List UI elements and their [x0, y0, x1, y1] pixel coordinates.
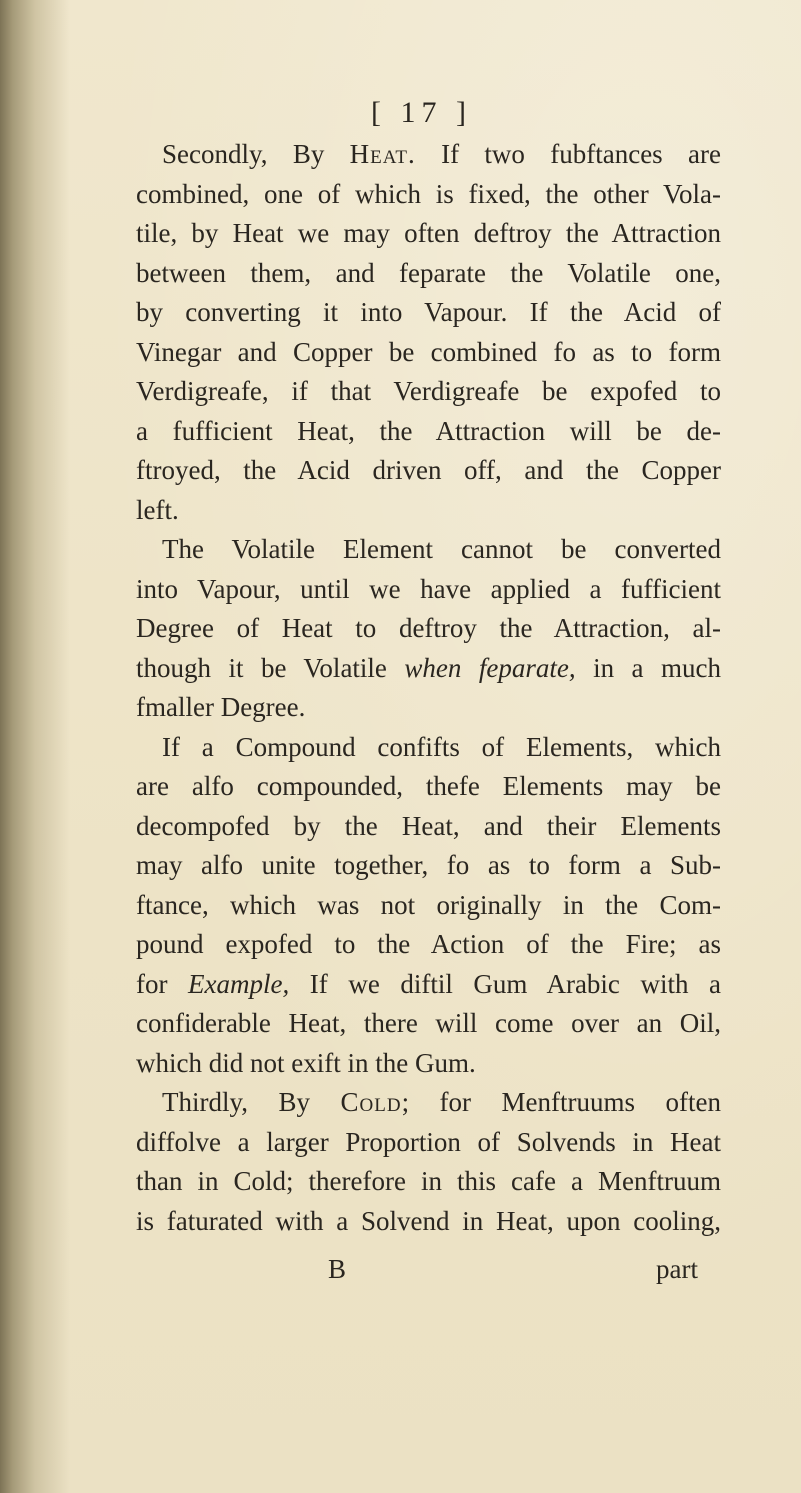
text-line: Verdigreafe, if that Verdigreafe be expofed to: [136, 376, 721, 406]
text-line: diffolve a larger Proportion of Solvends in Heat: [136, 1127, 721, 1157]
text-line: pound expofed to the Action of the Fire; as: [136, 929, 721, 959]
text-line: though it be Volatile when feparate, in a much: [136, 653, 721, 683]
signature-mark: B: [328, 1254, 347, 1284]
text-line: Thirdly, By Cold; for Menftruums often: [162, 1087, 721, 1117]
text-line: are alfo compounded, thefe Elements may be: [136, 771, 721, 801]
text-line: into Vapour, until we have applied a fufficient: [136, 574, 721, 604]
text-line: ftance, which was not originally in the Com-: [136, 890, 721, 920]
text-line: tile, by Heat we may often deftroy the Attraction: [136, 218, 721, 248]
text-line: decompofed by the Heat, and their Elements: [136, 811, 721, 841]
text-line: by converting it into Vapour. If the Acid of: [136, 297, 721, 327]
text-line: combined, one of which is fixed, the other Vola-: [136, 179, 721, 209]
text-line: Secondly, By Heat. If two fubftances are: [162, 139, 721, 169]
text-line: fmaller Degree.: [136, 692, 306, 722]
text-line: may alfo unite together, fo as to form a Sub-: [136, 850, 721, 880]
text-line: The Volatile Element cannot be converted: [162, 534, 721, 564]
text-line: left.: [136, 495, 179, 525]
text-line: between them, and feparate the Volatile one,: [136, 258, 721, 288]
text-line: confiderable Heat, there will come over an Oil,: [136, 1008, 721, 1038]
catchword: part: [656, 1254, 698, 1284]
text-line: If a Compound confifts of Elements, which: [162, 732, 721, 762]
text-line: a fufficient Heat, the Attraction will be de-: [136, 416, 721, 446]
text-line: than in Cold; therefore in this cafe a Menftruum: [136, 1166, 721, 1196]
binding-gutter: [0, 0, 70, 1493]
text-line: ftroyed, the Acid driven off, and the Copper: [136, 455, 721, 485]
text-line: Degree of Heat to deftroy the Attraction, al-: [136, 613, 721, 643]
text-line: Vinegar and Copper be combined fo as to form: [136, 337, 721, 367]
text-line: which did not exift in the Gum.: [136, 1048, 476, 1078]
page-number: [ 17 ]: [371, 96, 472, 129]
text-line: for Example, If we diftil Gum Arabic with a: [136, 969, 721, 999]
text-line: is faturated with a Solvend in Heat, upon cooling,: [136, 1206, 721, 1236]
